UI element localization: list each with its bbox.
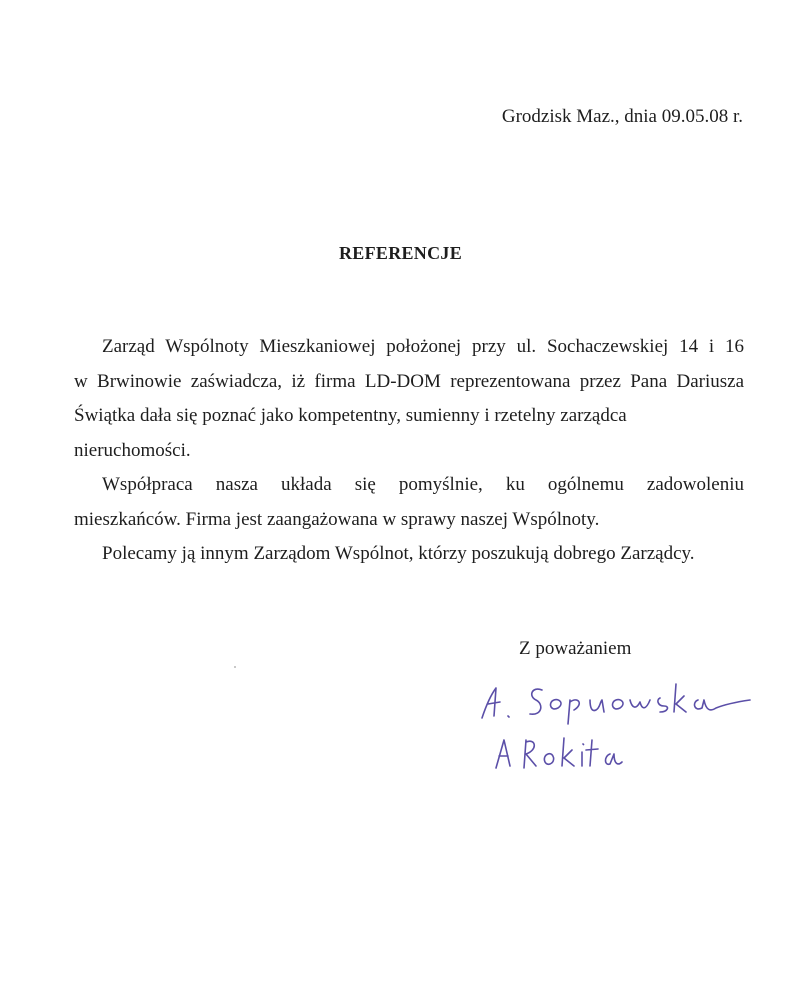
letter-body (74, 330, 744, 572)
closing-phrase: Z poważaniem (519, 638, 632, 659)
paper-speck (234, 666, 236, 668)
paragraph-2 (74, 468, 744, 537)
handwritten-signatures (470, 660, 770, 780)
document-title: REFERENCJE (338, 243, 462, 263)
paragraph-1-line-1: Zarząd Wspólnoty Mieszkaniowej położonej przy ul. Sochaczewskiej 14 i 16 (102, 336, 744, 357)
paragraph-1-line-4: nieruchomości. (74, 439, 191, 461)
paragraph-2-line-2: mieszkańców. Firma jest zaangażowana w sprawy naszej Wspólnoty. (74, 508, 600, 530)
place-and-date: Grodzisk Maz., dnia 09.05.08 r. (501, 106, 743, 127)
paragraph-1 (74, 330, 744, 468)
paragraph-2-line-1: Współpraca nasza układa się pomyślnie, ku ogólnemu zadowoleniu (102, 474, 744, 495)
paragraph-3-line-1: Polecamy ją innym Zarządom Wspólnot, którzy poszukują dobrego Zarządcy. (102, 543, 695, 564)
signature-2-letter-a (496, 740, 510, 768)
signature-1-stroke (482, 688, 500, 718)
signature-1-dot (508, 716, 509, 717)
paragraph-1-line-2: w Brwinowie zaświadcza, iż firma LD-DOM reprezentowana przez Pana Dariusza (74, 370, 744, 392)
paragraph-3 (102, 537, 744, 572)
signature-1-word (530, 684, 750, 724)
signature-2-word (524, 738, 622, 768)
paragraph-1-line-3: Świątka dała się poznać jako kompetentny, sumienny i rzetelny zarządca (74, 405, 627, 426)
